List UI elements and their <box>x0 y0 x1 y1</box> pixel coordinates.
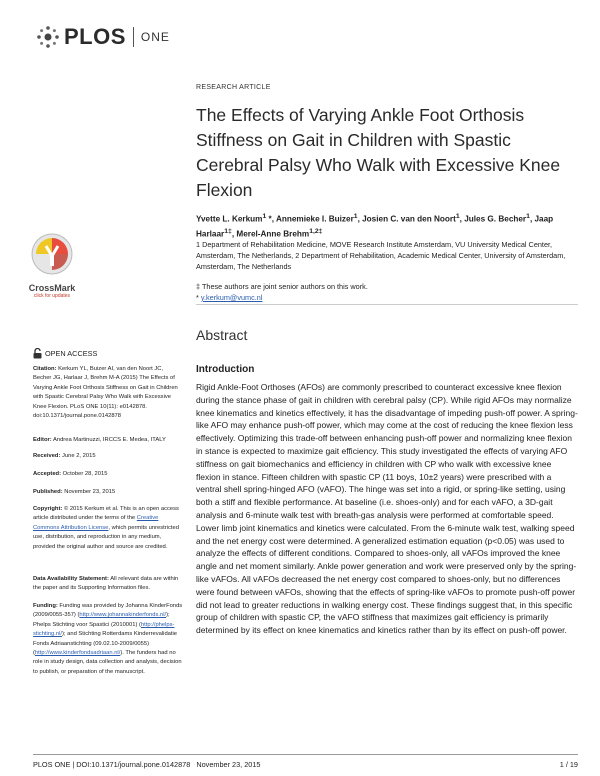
joint-authors-note: ‡ These authors are joint senior authors on this work. <box>196 282 368 291</box>
header-divider <box>196 304 578 305</box>
footer-citation <box>33 760 260 769</box>
logo-text: PLOS <box>64 24 126 49</box>
funding-text-c: ); and Stichting Rotterdams Kinderrevalidatie Fonds Adriaanstichting (09.02.10-2009/0055) ( <box>33 631 178 657</box>
funding-text-a: Funding was provided by Johanna KinderFonds (2009/0055-357) ( <box>33 603 183 619</box>
crossmark-icon <box>30 232 74 276</box>
copyright-block <box>33 505 183 552</box>
open-access-badge <box>33 348 97 359</box>
authors: Yvette L. Kerkum$^1$ *, Annemieke I. Buizer$^1$, Josien C. van den Noort$^1$, Jules G. Becher$^1$, Jaap Harlaar$^{1\ddagger}$, Merel-Anne Brehm$^{1,2\ddagger}$ <box>196 213 554 239</box>
published-label: Published: <box>33 489 63 495</box>
crossmark-badge[interactable] <box>27 232 77 299</box>
corresponding-email-link[interactable]: y.kerkum@vumc.nl <box>200 293 263 302</box>
author-notes <box>196 281 578 303</box>
data-availability-block <box>33 575 183 594</box>
open-lock-icon <box>33 348 42 359</box>
copyright-text-b: , which permits unrestricted use, distribution, and reproduction in any medium, provided the original author and source are credited. <box>33 524 179 550</box>
citation-label: Citation: <box>33 366 57 372</box>
article-type: RESEARCH ARTICLE <box>196 84 271 91</box>
received-block <box>33 452 183 461</box>
citation-block <box>33 365 183 421</box>
funding-block <box>33 602 183 677</box>
editor-label: Editor: <box>33 437 52 443</box>
copyright-text-a: © 2015 Kerkum et al. This is an open access article distributed under the terms of the <box>33 506 179 522</box>
published-block <box>33 488 183 497</box>
abstract-heading: Abstract <box>196 327 248 343</box>
accepted-label: Accepted: <box>33 471 62 477</box>
funding-link-adriaan[interactable]: http://www.kinderfondsadriaan.nl/ <box>34 650 121 657</box>
funding-text-b: ); Phelps Stichting voor Spastici (2010001) ( <box>33 612 170 628</box>
logo-separator <box>133 27 134 47</box>
crossmark-sub: click for updates <box>33 293 71 299</box>
editor-block <box>33 436 183 445</box>
received-label: Received: <box>33 453 61 459</box>
footer-date: November 23, 2015 <box>196 760 261 769</box>
footer-divider <box>33 754 578 755</box>
page-number: 1 / 19 <box>559 760 578 769</box>
introduction-heading: Introduction <box>196 364 255 375</box>
accepted-date: October 28, 2015 <box>62 471 108 477</box>
plos-dots-icon <box>36 25 60 49</box>
open-access-label: OPEN ACCESS <box>45 349 98 358</box>
editor-text: Andrea Martinuzzi, IRCCS E. Medea, ITALY <box>52 437 166 443</box>
crossmark-label: CrossMark <box>28 283 76 293</box>
data-availability-text: All relevant data are within the paper and its Supporting Information files. <box>33 576 179 592</box>
accepted-block <box>33 470 183 479</box>
plos-logo[interactable] <box>36 22 170 52</box>
data-availability-label: Data Availability Statement: <box>33 576 109 582</box>
article-title: The Effects of Varying Ankle Foot Orthosis Stiffness on Gait in Children with Spastic Cerebral Palsy Who Walk with Excessive Knee Flexion <box>196 105 561 200</box>
cc-license-link[interactable]: Creative Commons Attribution License <box>33 515 159 531</box>
footer-doi: PLOS ONE | DOI:10.1371/journal.pone.0142878 <box>33 760 191 769</box>
email-line <box>196 292 578 303</box>
funding-text-d: ). The funders had no role in study design, data collection and analysis, decision to publish, or preparation of the manuscript. <box>33 650 182 675</box>
funding-link-johanna[interactable]: http://www.johannakinderfonds.nl/ <box>79 612 167 619</box>
email-prefix: * <box>196 293 201 302</box>
funding-link-phelps[interactable]: http://phelps-stichting.nl/ <box>33 621 175 638</box>
received-date: June 2, 2015 <box>62 453 96 459</box>
published-date: November 23, 2015 <box>64 489 116 495</box>
funding-label: Funding: <box>33 603 58 609</box>
logo-sub: ONE <box>140 30 170 44</box>
copyright-label: Copyright: <box>33 506 63 512</box>
citation-text: Kerkum YL, Buizer AI, van den Noort JC, Becher JG, Harlaar J, Brehm M-A (2015) The Effects of Varying Ankle Foot Orthosis Stiffness on Gait in Children with Spastic Cerebral Palsy Who Walk with Excessive Knee Flexion. PLoS ONE 10(11): e0142878. doi:10.1371/journal.pone.0142878 <box>33 366 178 420</box>
affiliations: 1 Department of Rehabilitation Medicine, MOVE Research Institute Amsterdam, VU University Medical Center, Amsterdam, The Netherlands, 2 Department of Rehabilitation, Academic Medical Center, University of Amsterdam, Amsterdam, The Netherlands <box>196 240 566 271</box>
abstract-body: Rigid Ankle-Foot Orthoses (AFOs) are commonly prescribed to counteract excessive knee flexion during the stance phase of gait in children with cerebral palsy (CP). While rigid AFOs may normalize knee kinematics and kinetics effectively, it has the disadvantage of impeding push-off power. A spring-like AFO may enhance push-off power, which may come at the cost of reducing the knee flexion less effectively. Optimizing this trade-off between enhancing push-off power and normalizing knee flexion in stance is expected to maximize gait efficiency. This study investigated the effects of varying AFO stiffness on gait biomechanics and efficiency in children with CP who walk with excessive knee flexion in stance. Fifteen children with spastic CP (11 boys, 10±2 years) were prescribed with a ventral shell spring-hinged AFO (vAFO). The hinge was set into a rigid, or spring-like setting, using both a stiff and flexible performance. At baseline (i.e. shoes-only) and for each vAFO, a 3D-gait analysis and 6-minute walk test with breath-gas analysis were performed at comfortable speed. Lower limb joint kinematics and kinetics were calculated. From the 6-minute walk test, walking speed and the net energy cost were determined. A generalized estimation equation (p<0.05) was used to analyze the effects of different conditions. Compared to shoes-only, all vAFOs improved the knee angle and net moment similarly. Ankle power generation and work were preserved only by the spring-like vAFOs. All vAFOs decreased the net energy cost compared to shoes-only, but no differences were found between vAFOs, showing that the effects of spring-like vAFOs to promote push-off power did not lead to greater reductions in walking energy cost. These findings suggest that, in this specific group of children with spastic CP, the vAFO stiffness that maximizes gait efficiency is primarily determined by its effect on knee kinematics and kinetics rather than by its effect on push-off power. <box>196 382 578 636</box>
